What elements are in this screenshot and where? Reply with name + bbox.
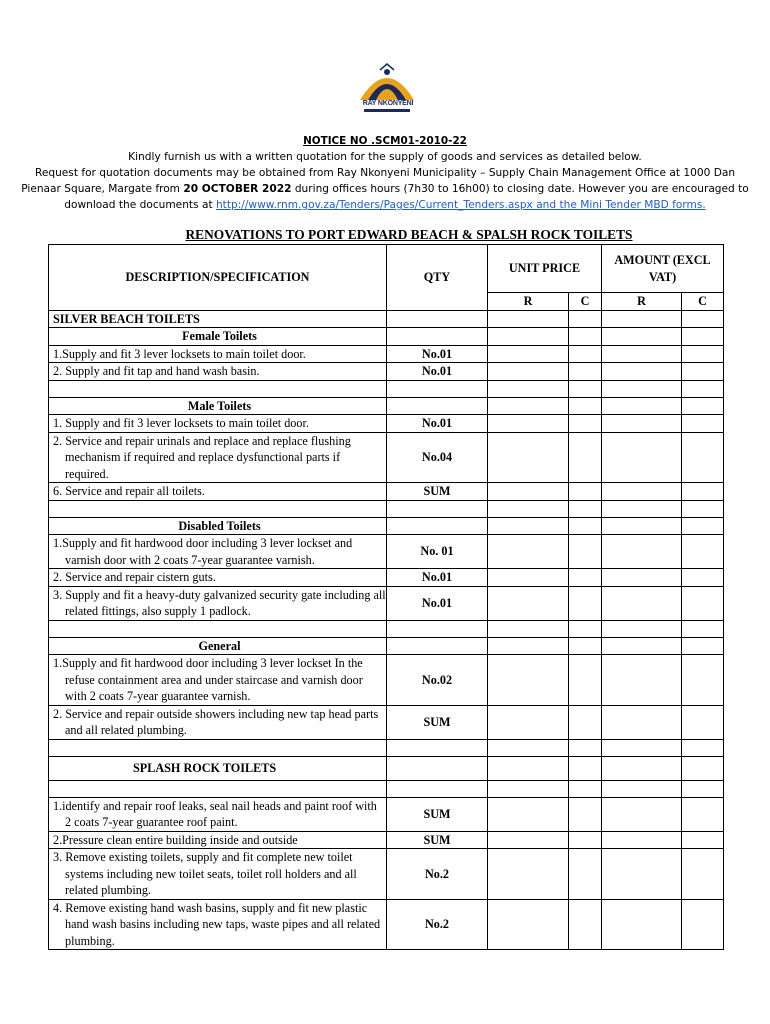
notice-line-2: Request for quotation documents may be obtained from Ray Nkonyeni Municipality – Supply Chain Management Office at 1000 Dan (34, 167, 736, 179)
item-qty: SUM (387, 797, 488, 831)
item-desc: 1.Supply and fit hardwood door including 3 lever lockset and varnish door with 2 coats 7-year guarantee varnish. (49, 535, 387, 569)
item-qty: No.2 (387, 849, 488, 900)
table-row (49, 797, 724, 831)
section-general: General (49, 637, 387, 655)
item-qty: No.01 (387, 586, 488, 620)
item-desc: 4. Remove existing hand wash basins, supply and fit new plastic hand wash basins including new taps, waste pipes and all related plumbing. (49, 899, 387, 950)
table-title: RENOVATIONS TO PORT EDWARD BEACH & SPALSH ROCK TOILETS (185, 227, 633, 242)
table-row (49, 363, 724, 381)
table-row (49, 483, 724, 501)
item-desc: 6. Service and repair all toilets. (49, 483, 387, 501)
notice-line-1: Kindly furnish us with a written quotation for the supply of goods and services as detailed below. (128, 151, 642, 163)
table-row (49, 849, 724, 900)
table-row (49, 705, 724, 739)
logo-name: RAY NKONYENI (362, 100, 414, 107)
item-desc: 1. Supply and fit 3 lever locksets to main toilet door. (49, 415, 387, 433)
notice-line-3: Pienaar Square, Margate from 20 OCTOBER 2022 during offices hours (7h30 to 16h00) to closing date. However you are encouraged to (21, 183, 749, 195)
blank-row (49, 780, 724, 797)
logo-underline (364, 109, 410, 112)
item-desc: 2. Service and repair urinals and replace and replace flushing mechanism if required and replace dysfunctional parts if required. (49, 432, 387, 483)
table-row (49, 655, 724, 706)
notice-line-4: download the documents at http://www.rnm.gov.za/Tenders/Pages/Current_Tenders.aspx and the Mini Tender MBD forms. (64, 199, 706, 211)
blank-row (49, 380, 724, 397)
item-qty: SUM (387, 831, 488, 849)
header-amount-c: C (682, 293, 724, 311)
notice-title: NOTICE NO .SCM01-2010-22 (303, 135, 467, 147)
notice-block (0, 133, 770, 213)
blank-row (49, 739, 724, 756)
item-qty: SUM (387, 483, 488, 501)
item-qty: No.01 (387, 345, 488, 363)
section-row (49, 756, 724, 780)
item-desc: 2. Service and repair outside showers including new tap head parts and all related plumbing. (49, 705, 387, 739)
table-row (49, 899, 724, 950)
table-row (49, 415, 724, 433)
item-desc: 1.identify and repair roof leaks, seal nail heads and paint roof with 2 coats 7-year guarantee roof paint. (49, 797, 387, 831)
section-male: Male Toilets (49, 397, 387, 415)
header-description: DESCRIPTION/SPECIFICATION (49, 245, 387, 311)
table-row (49, 586, 724, 620)
item-desc: 2. Supply and fit tap and hand wash basin. (49, 363, 387, 381)
blank-row (49, 620, 724, 637)
section-disabled: Disabled Toilets (49, 517, 387, 535)
section-female: Female Toilets (49, 328, 387, 346)
item-desc: 3. Supply and fit a heavy-duty galvanized security gate including all related fittings, also supply 1 padlock. (49, 586, 387, 620)
section-silver-beach: SILVER BEACH TOILETS (49, 310, 387, 328)
quotation-table (48, 244, 724, 950)
section-row (49, 397, 724, 415)
item-qty: SUM (387, 705, 488, 739)
item-desc: 3. Remove existing toilets, supply and fit complete new toilet systems including new toilet seats, toilet roll holders and all related plumbing. (49, 849, 387, 900)
item-qty: No.01 (387, 363, 488, 381)
item-qty: No. 01 (387, 535, 488, 569)
item-qty: No.04 (387, 432, 488, 483)
table-row (49, 569, 724, 587)
header-unit-r: R (488, 293, 569, 311)
table-row (49, 432, 724, 483)
table-row (49, 345, 724, 363)
section-splash-rock: SPLASH ROCK TOILETS (49, 756, 387, 780)
header-unit-c: C (569, 293, 602, 311)
section-row (49, 310, 724, 328)
table-row (49, 535, 724, 569)
section-row (49, 637, 724, 655)
section-row (49, 328, 724, 346)
item-qty: No.01 (387, 569, 488, 587)
item-desc: 2.Pressure clean entire building inside and outside (49, 831, 387, 849)
section-row (49, 517, 724, 535)
item-qty: No.2 (387, 899, 488, 950)
tender-link[interactable]: http://www.rnm.gov.za/Tenders/Pages/Current_Tenders.aspx and the Mini Tender MBD forms. (215, 199, 706, 211)
header-amount-r: R (602, 293, 682, 311)
blank-row (49, 500, 724, 517)
item-qty: No.01 (387, 415, 488, 433)
item-qty: No.02 (387, 655, 488, 706)
item-desc: 1.Supply and fit 3 lever locksets to main toilet door. (49, 345, 387, 363)
table-row (49, 831, 724, 849)
item-desc: 1.Supply and fit hardwood door including 3 lever lockset In the refuse containment area and under staircase and varnish door with 2 coats 7-year guarantee varnish. (49, 655, 387, 706)
closing-date: 20 OCTOBER 2022 (183, 183, 292, 195)
header-qty: QTY (387, 245, 488, 311)
header-amount: AMOUNT (EXCL VAT) (602, 245, 724, 293)
header-unit-price: UNIT PRICE (488, 245, 602, 293)
header-row (49, 245, 724, 293)
item-desc: 2. Service and repair cistern guts. (49, 569, 387, 587)
